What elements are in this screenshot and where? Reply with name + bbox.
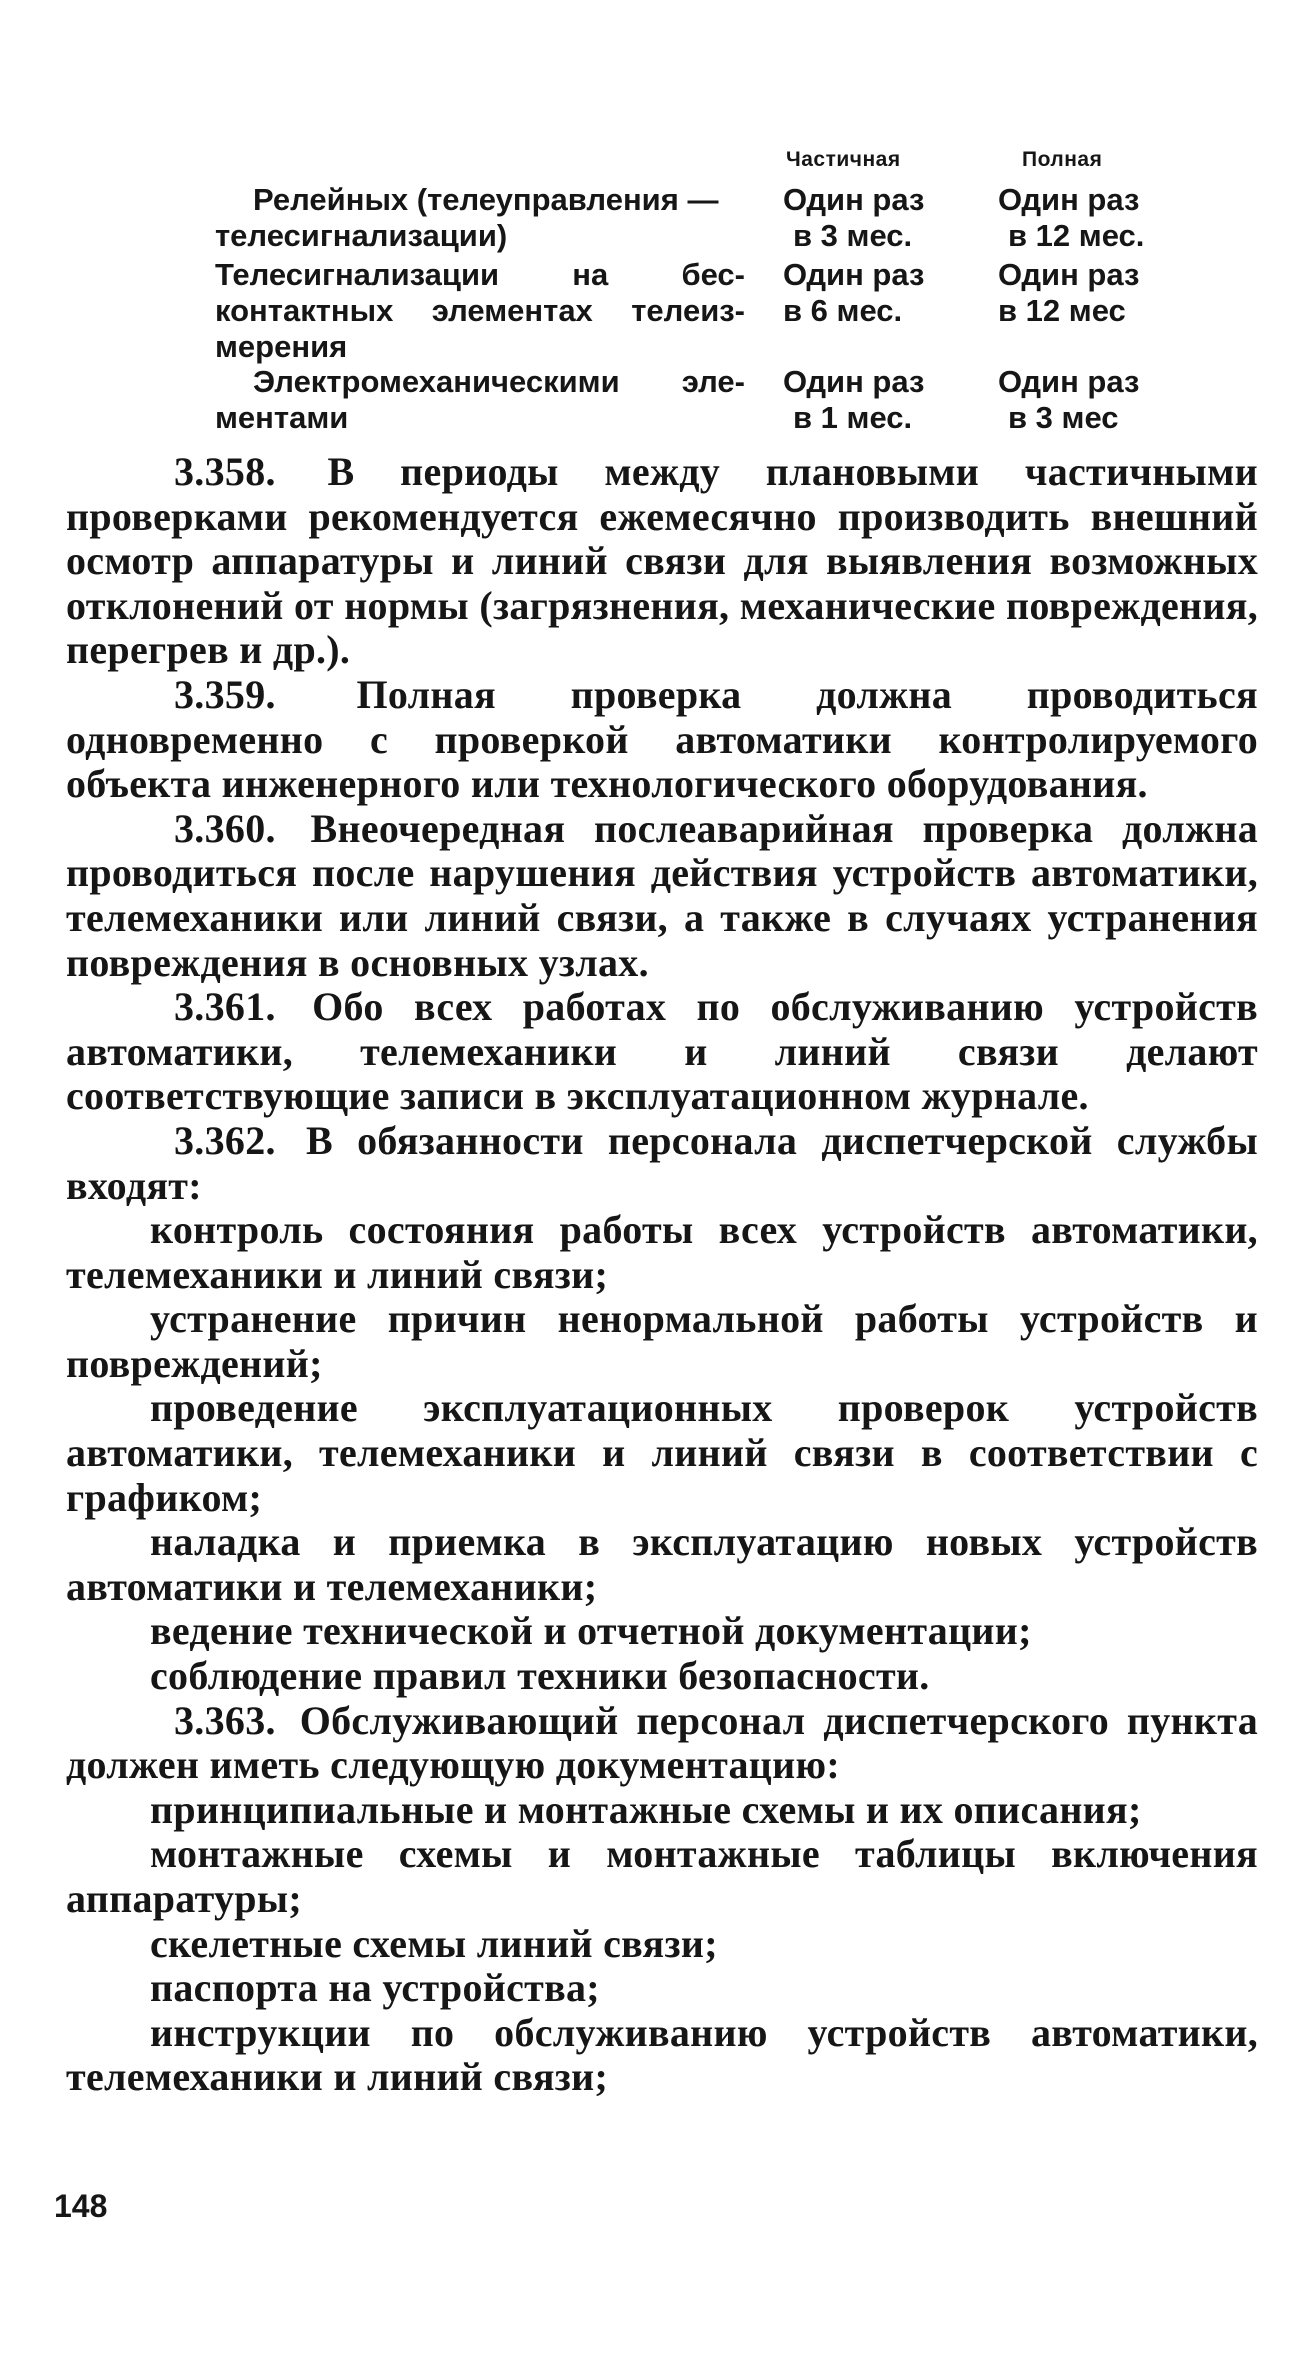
full-frequency: Один раз в 12 мес. <box>998 182 1145 253</box>
partial-frequency: Один раз в 3 мес. <box>783 182 925 253</box>
duty-item: ведение технической и отчетной документации; <box>150 1608 1032 1654</box>
table-row <box>215 182 1215 257</box>
paragraph-3-360 <box>66 807 1258 985</box>
duty-item: соблюдение правил техники безопасности. <box>150 1653 930 1699</box>
body-text <box>66 450 1258 2100</box>
documentation-item: монтажные схемы и монтажные таблицы включения аппаратуры; <box>66 1831 1258 1921</box>
documentation-item: скелетные схемы линий связи; <box>150 1920 718 1966</box>
partial-frequency: Один раз в 1 мес. <box>783 364 925 435</box>
duty-item: проведение эксплуатационных проверок устройств автоматики, телемеханики и линий связи в соответствии с графиком; <box>66 1385 1258 1520</box>
partial-frequency: Один раз в 6 мес. <box>783 257 925 328</box>
paragraph-text: Обо всех работах по обслуживанию устройств автоматики, телемеханики и линий связи делают соответствующие записи в эксплуатационном журнале. <box>66 984 1258 1119</box>
paragraph-number: 3.362. <box>174 1117 276 1163</box>
paragraph-text: Полная проверка должна проводиться одновременно с проверкой автоматики контролируемого объекта инженерного или технологического оборудования. <box>66 671 1258 807</box>
table-row <box>215 364 1215 436</box>
table-header <box>215 142 1215 182</box>
duty-item: устранение причин ненормальной работы устройств и повреждений; <box>66 1296 1258 1386</box>
duty-item: контроль состояния работы всех устройств автоматики, телемеханики и линий связи; <box>66 1207 1258 1297</box>
header-full: Полная <box>1022 148 1103 171</box>
page-number: 148 <box>54 2188 108 2224</box>
paragraph-number: 3.363. <box>174 1697 276 1743</box>
documentation-item: принципиальные и монтажные схемы и их описания; <box>150 1786 1142 1832</box>
table-row <box>215 257 1215 364</box>
paragraph-text: Внеочередная послеаварийная проверка должна проводиться после нарушения действия устройств автоматики, телемеханики или линий связи, а также в случаях устранения повреждения в основных узлах. <box>66 805 1258 985</box>
paragraph-3-358 <box>66 450 1258 673</box>
full-frequency: Один раз в 12 мес <box>998 257 1140 328</box>
paragraph-3-361 <box>66 985 1258 1119</box>
paragraph-number: 3.360. <box>174 805 276 851</box>
paragraph-3-362 <box>66 1119 1258 1208</box>
paragraph-text: В обязанности персонала диспетчерской службы входят: <box>66 1117 1258 1208</box>
paragraph-text: Обслуживающий персонал диспетчерского пункта должен иметь следующую документацию: <box>66 1697 1258 1788</box>
inspection-frequency-table <box>215 142 1215 436</box>
documentation-item: инструкции по обслуживанию устройств автоматики, телемеханики и линий связи; <box>66 2009 1258 2100</box>
full-frequency: Один раз в 3 мес <box>998 364 1140 435</box>
device-type: Телесигнализации на бес- контактных элементах телеиз- мерения <box>215 257 745 364</box>
paragraph-number: 3.359. <box>174 671 276 717</box>
header-partial: Частичная <box>786 148 901 171</box>
device-type: Электромеханическими эле- ментами <box>215 364 745 435</box>
paragraph-number: 3.361. <box>174 984 276 1030</box>
paragraph-3-359 <box>66 673 1258 807</box>
paragraph-3-363 <box>66 1699 1258 1788</box>
duty-item: наладка и приемка в эксплуатацию новых устройств автоматики и телемеханики; <box>66 1519 1258 1609</box>
documentation-item: паспорта на устройства; <box>150 1965 600 2011</box>
paragraph-text: В периоды между плановыми частичными проверками рекомендуется ежемесячно производить внешний осмотр аппаратуры и линий связи для выявления возможных отклонений от нормы (загрязнения, механические повреждения, перегрев и др.). <box>66 449 1258 673</box>
device-type: Релейных (телеуправления — телесигнализации) <box>215 182 719 253</box>
paragraph-number: 3.358. <box>174 449 276 494</box>
